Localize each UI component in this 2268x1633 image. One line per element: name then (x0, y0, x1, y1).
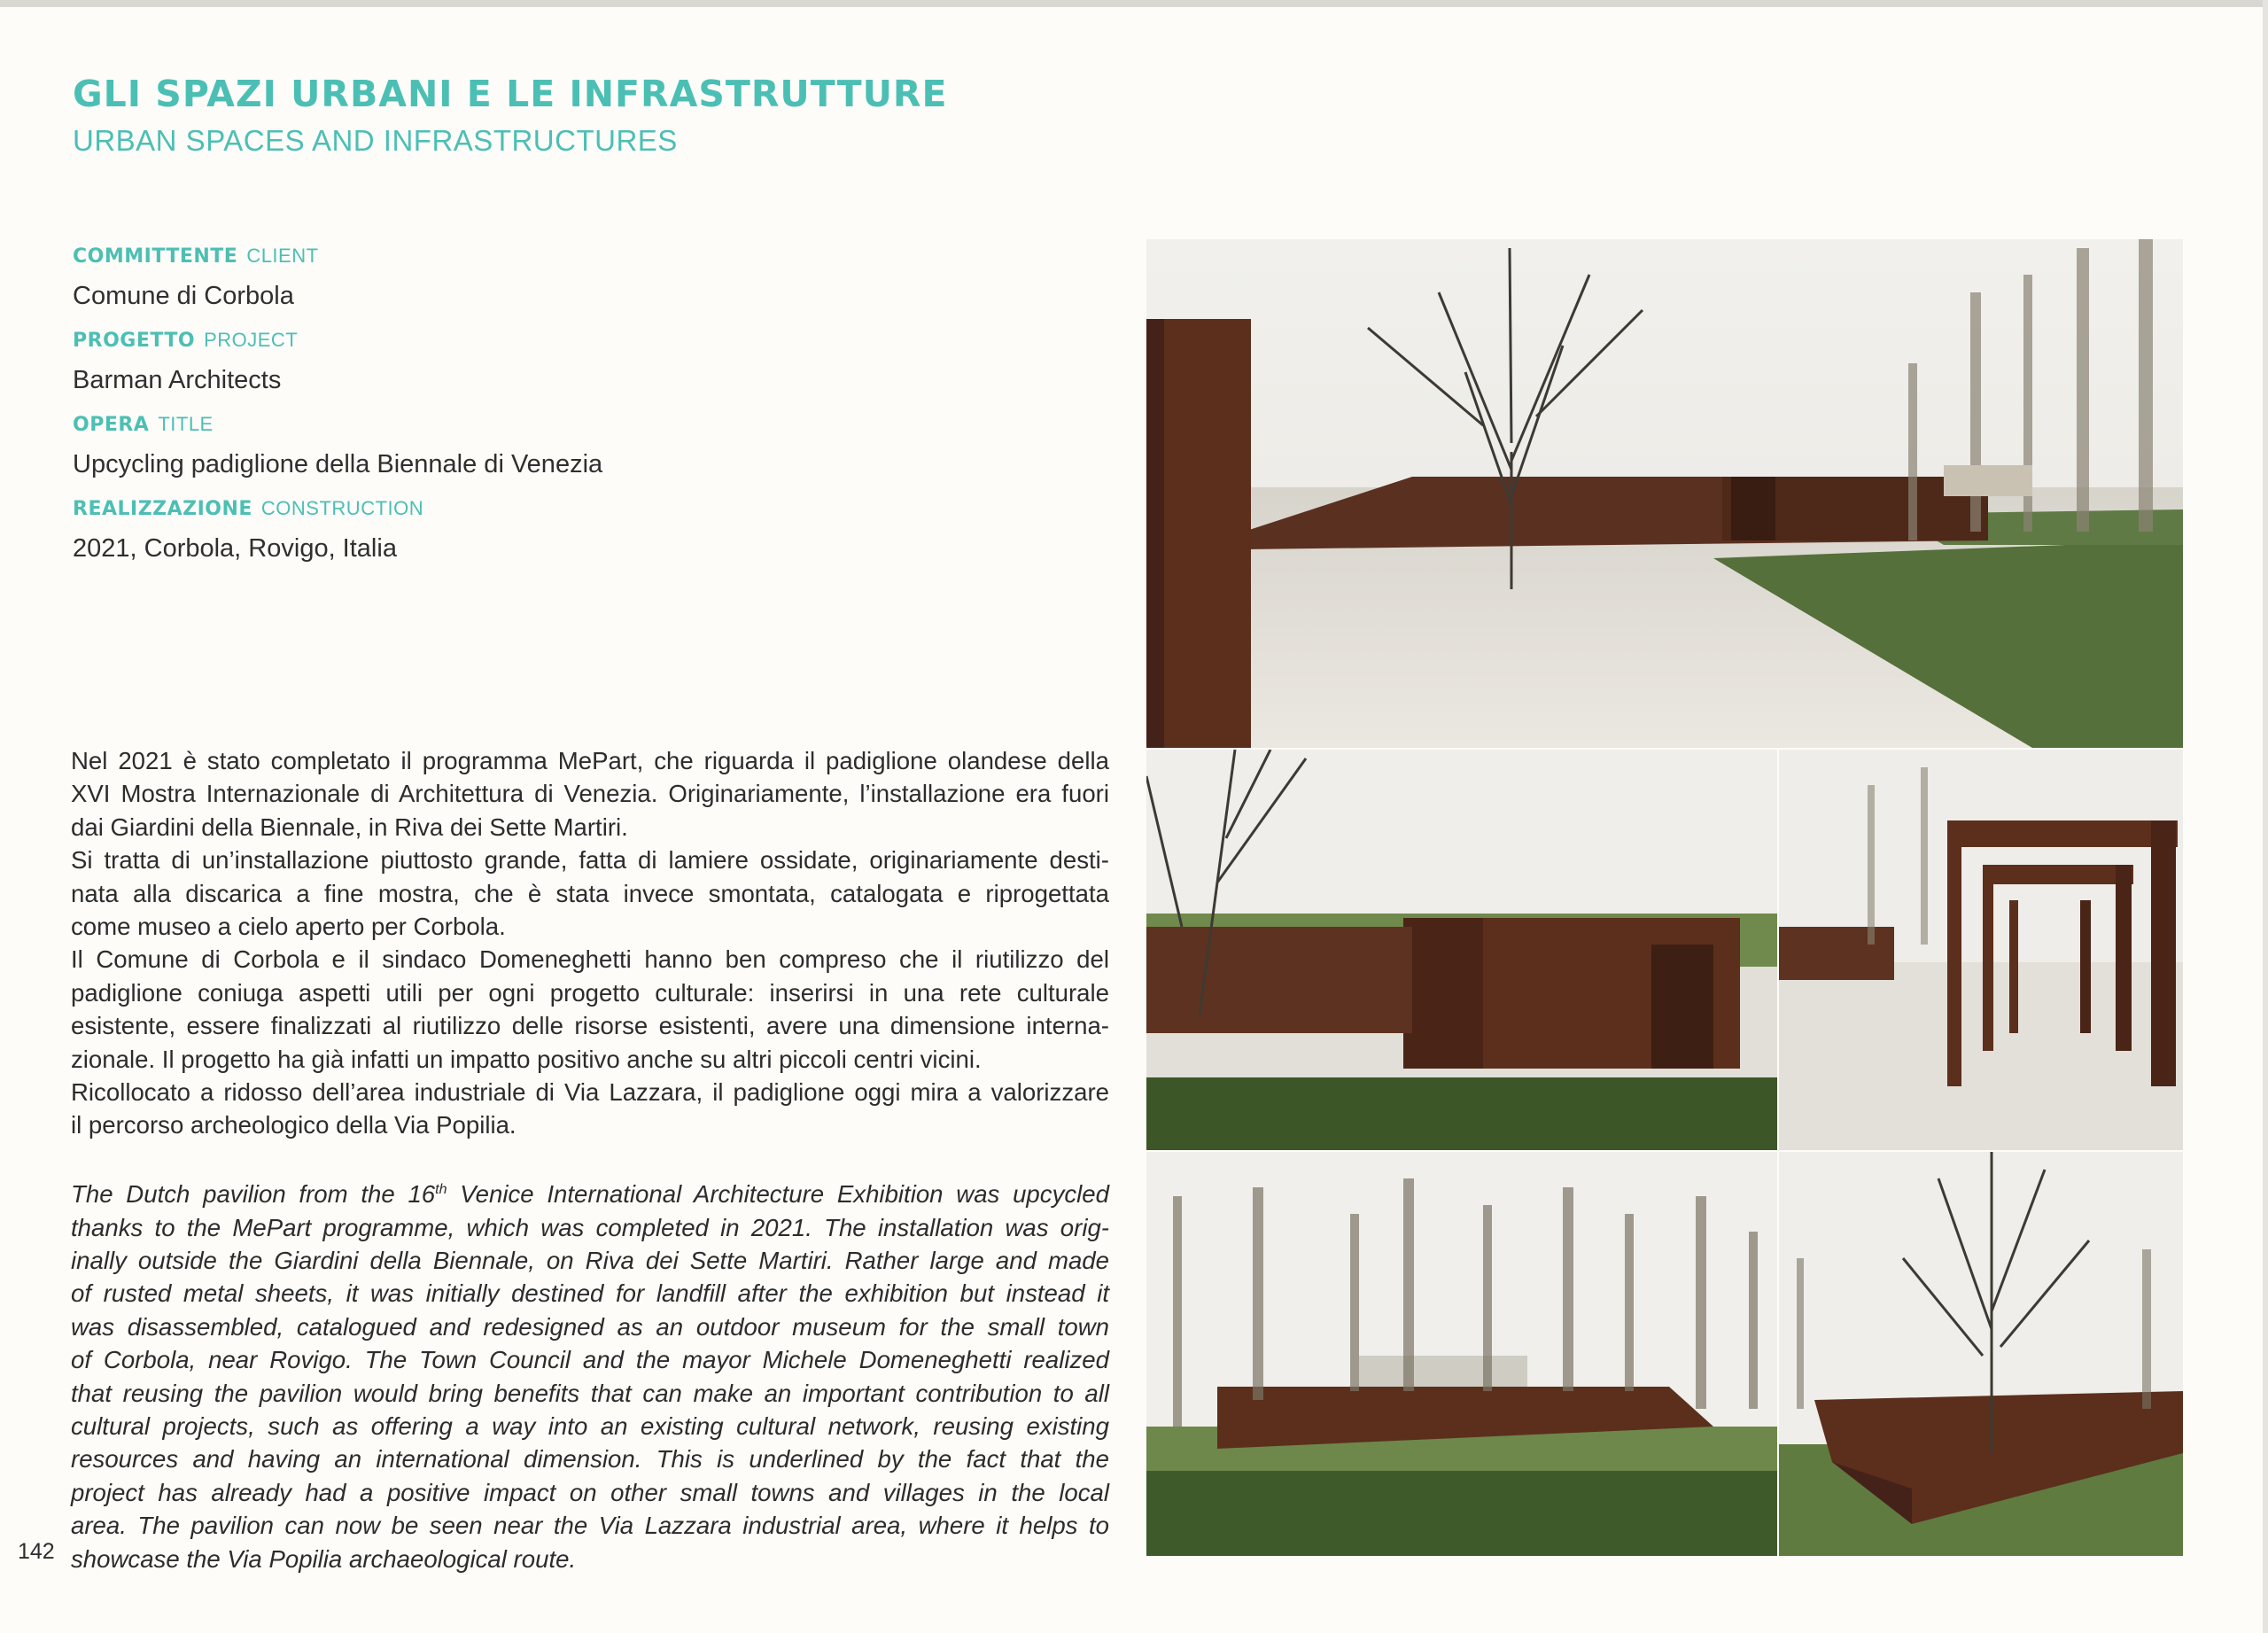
meta-label-it: REALIZZAZIONE (73, 498, 252, 520)
meta-label-en: TITLE (158, 413, 214, 435)
text-line: Il Comune di Corbola e il sindaco Domeneghetti hanno ben compreso che il riutilizzo del (71, 945, 1109, 974)
photo-pavilion-side (1146, 750, 1777, 1150)
text-line: project has already had a positive impact on other small towns and villages in the local (71, 1478, 1109, 1506)
meta-label-it: OPERA (73, 414, 150, 436)
photo-pavilion-courtyard (1146, 239, 2183, 748)
meta-value-client: Comune di Corbola (73, 282, 294, 310)
meta-value-project: Barman Architects (73, 366, 282, 394)
meta-label-it: PROGETTO (73, 330, 196, 352)
text-line: thanks to the MePart programme, which was completed in 2021. The installation was orig- (71, 1213, 1109, 1241)
text-line: was disassembled, catalogued and redesigned as an outdoor museum for the small town (71, 1312, 1109, 1341)
meta-label-en: CONSTRUCTION (260, 497, 424, 519)
text-line: il percorso archeologico della Via Popilia. (71, 1111, 517, 1139)
text-line: area. The pavilion can now be seen near the Via Lazzara industrial area, where it helps to (71, 1512, 1109, 1540)
text-line: dai Giardini della Biennale, in Riva dei Sette Martiri. (71, 813, 628, 841)
meta-value-construction: 2021, Corbola, Rovigo, Italia (73, 534, 397, 563)
text-line: that reusing the pavilion would bring benefits that can make an important contribution to all (71, 1379, 1109, 1407)
text-line: nata alla discarica a fine mostra, che è stata invece smontata, catalogata e riprogettata (71, 879, 1109, 907)
text-line: Si tratta di un’installazione piuttosto grande, fatta di lamiere ossidate, originariamente desti- (71, 846, 1109, 875)
meta-label-project (73, 329, 870, 352)
section-subtitle: URBAN SPACES AND INFRASTRUCTURES (73, 124, 678, 157)
photo-pavilion-portals (1779, 750, 2183, 1150)
text-line: of rusted metal sheets, it was initially destined for landfill after the exhibition but instead it (71, 1279, 1109, 1308)
text-line: XVI Mostra Internazionale di Architettura di Venezia. Originariamente, l’installazione era fuori (71, 780, 1109, 808)
text-line: cultural projects, such as offering a way into an existing cultural network, reusing existing (71, 1412, 1109, 1441)
text-line: showcase the Via Popilia archaeological route. (71, 1544, 577, 1573)
photo-pavilion-distance (1146, 1152, 1777, 1556)
superscript: th (435, 1182, 447, 1197)
meta-label-title (73, 413, 870, 436)
meta-label-it: COMMITTENTE (73, 245, 238, 268)
text-line: come museo a cielo aperto per Corbola. (71, 913, 506, 941)
page-right-edge (2263, 0, 2268, 1633)
text-line: zionale. Il progetto ha già infatti un impatto positivo anche su altri piccoli centri vicini. (71, 1045, 982, 1073)
text-line: Nel 2021 è stato completato il programma MePart, che riguarda il padiglione olandese della (71, 747, 1109, 774)
text-line: padiglione coniuga aspetti utili per ogni progetto culturale: inserirsi in una rete culturale (71, 978, 1109, 1007)
body-text-english (71, 1173, 1109, 1575)
text-line: Ricollocato a ridosso dell’area industriale di Via Lazzara, il padiglione oggi mira a valorizzare (71, 1078, 1109, 1107)
meta-label-en: PROJECT (204, 329, 299, 351)
section-title: GLI SPAZI URBANI E LE INFRASTRUTTURE (73, 73, 948, 115)
text-line: esistente, essere finalizzati al riutilizzo delle risorse esistenti, avere una dimensione interna- (71, 1012, 1109, 1040)
page-number: 142 (18, 1539, 55, 1564)
meta-label-construction (73, 497, 870, 520)
meta-label-client (73, 245, 870, 268)
photo-pavilion-corner (1779, 1152, 2183, 1556)
body-text-italian (71, 744, 1109, 1142)
page-top-edge (0, 0, 2268, 7)
meta-label-en: CLIENT (246, 245, 319, 267)
text-line: resources and having an international dimension. This is underlined by the fact that the (71, 1445, 1109, 1474)
meta-value-title: Upcycling padiglione della Biennale di Venezia (73, 450, 603, 478)
text-line: of Corbola, near Rovigo. The Town Council and the mayor Michele Domeneghetti realized (71, 1346, 1109, 1374)
text-line: The Dutch pavilion from the 16th Venice International Architecture Exhibition was upcycled (71, 1180, 1109, 1209)
text-line: inally outside the Giardini della Biennale, on Riva dei Sette Martiri. Rather large and made (71, 1247, 1109, 1274)
